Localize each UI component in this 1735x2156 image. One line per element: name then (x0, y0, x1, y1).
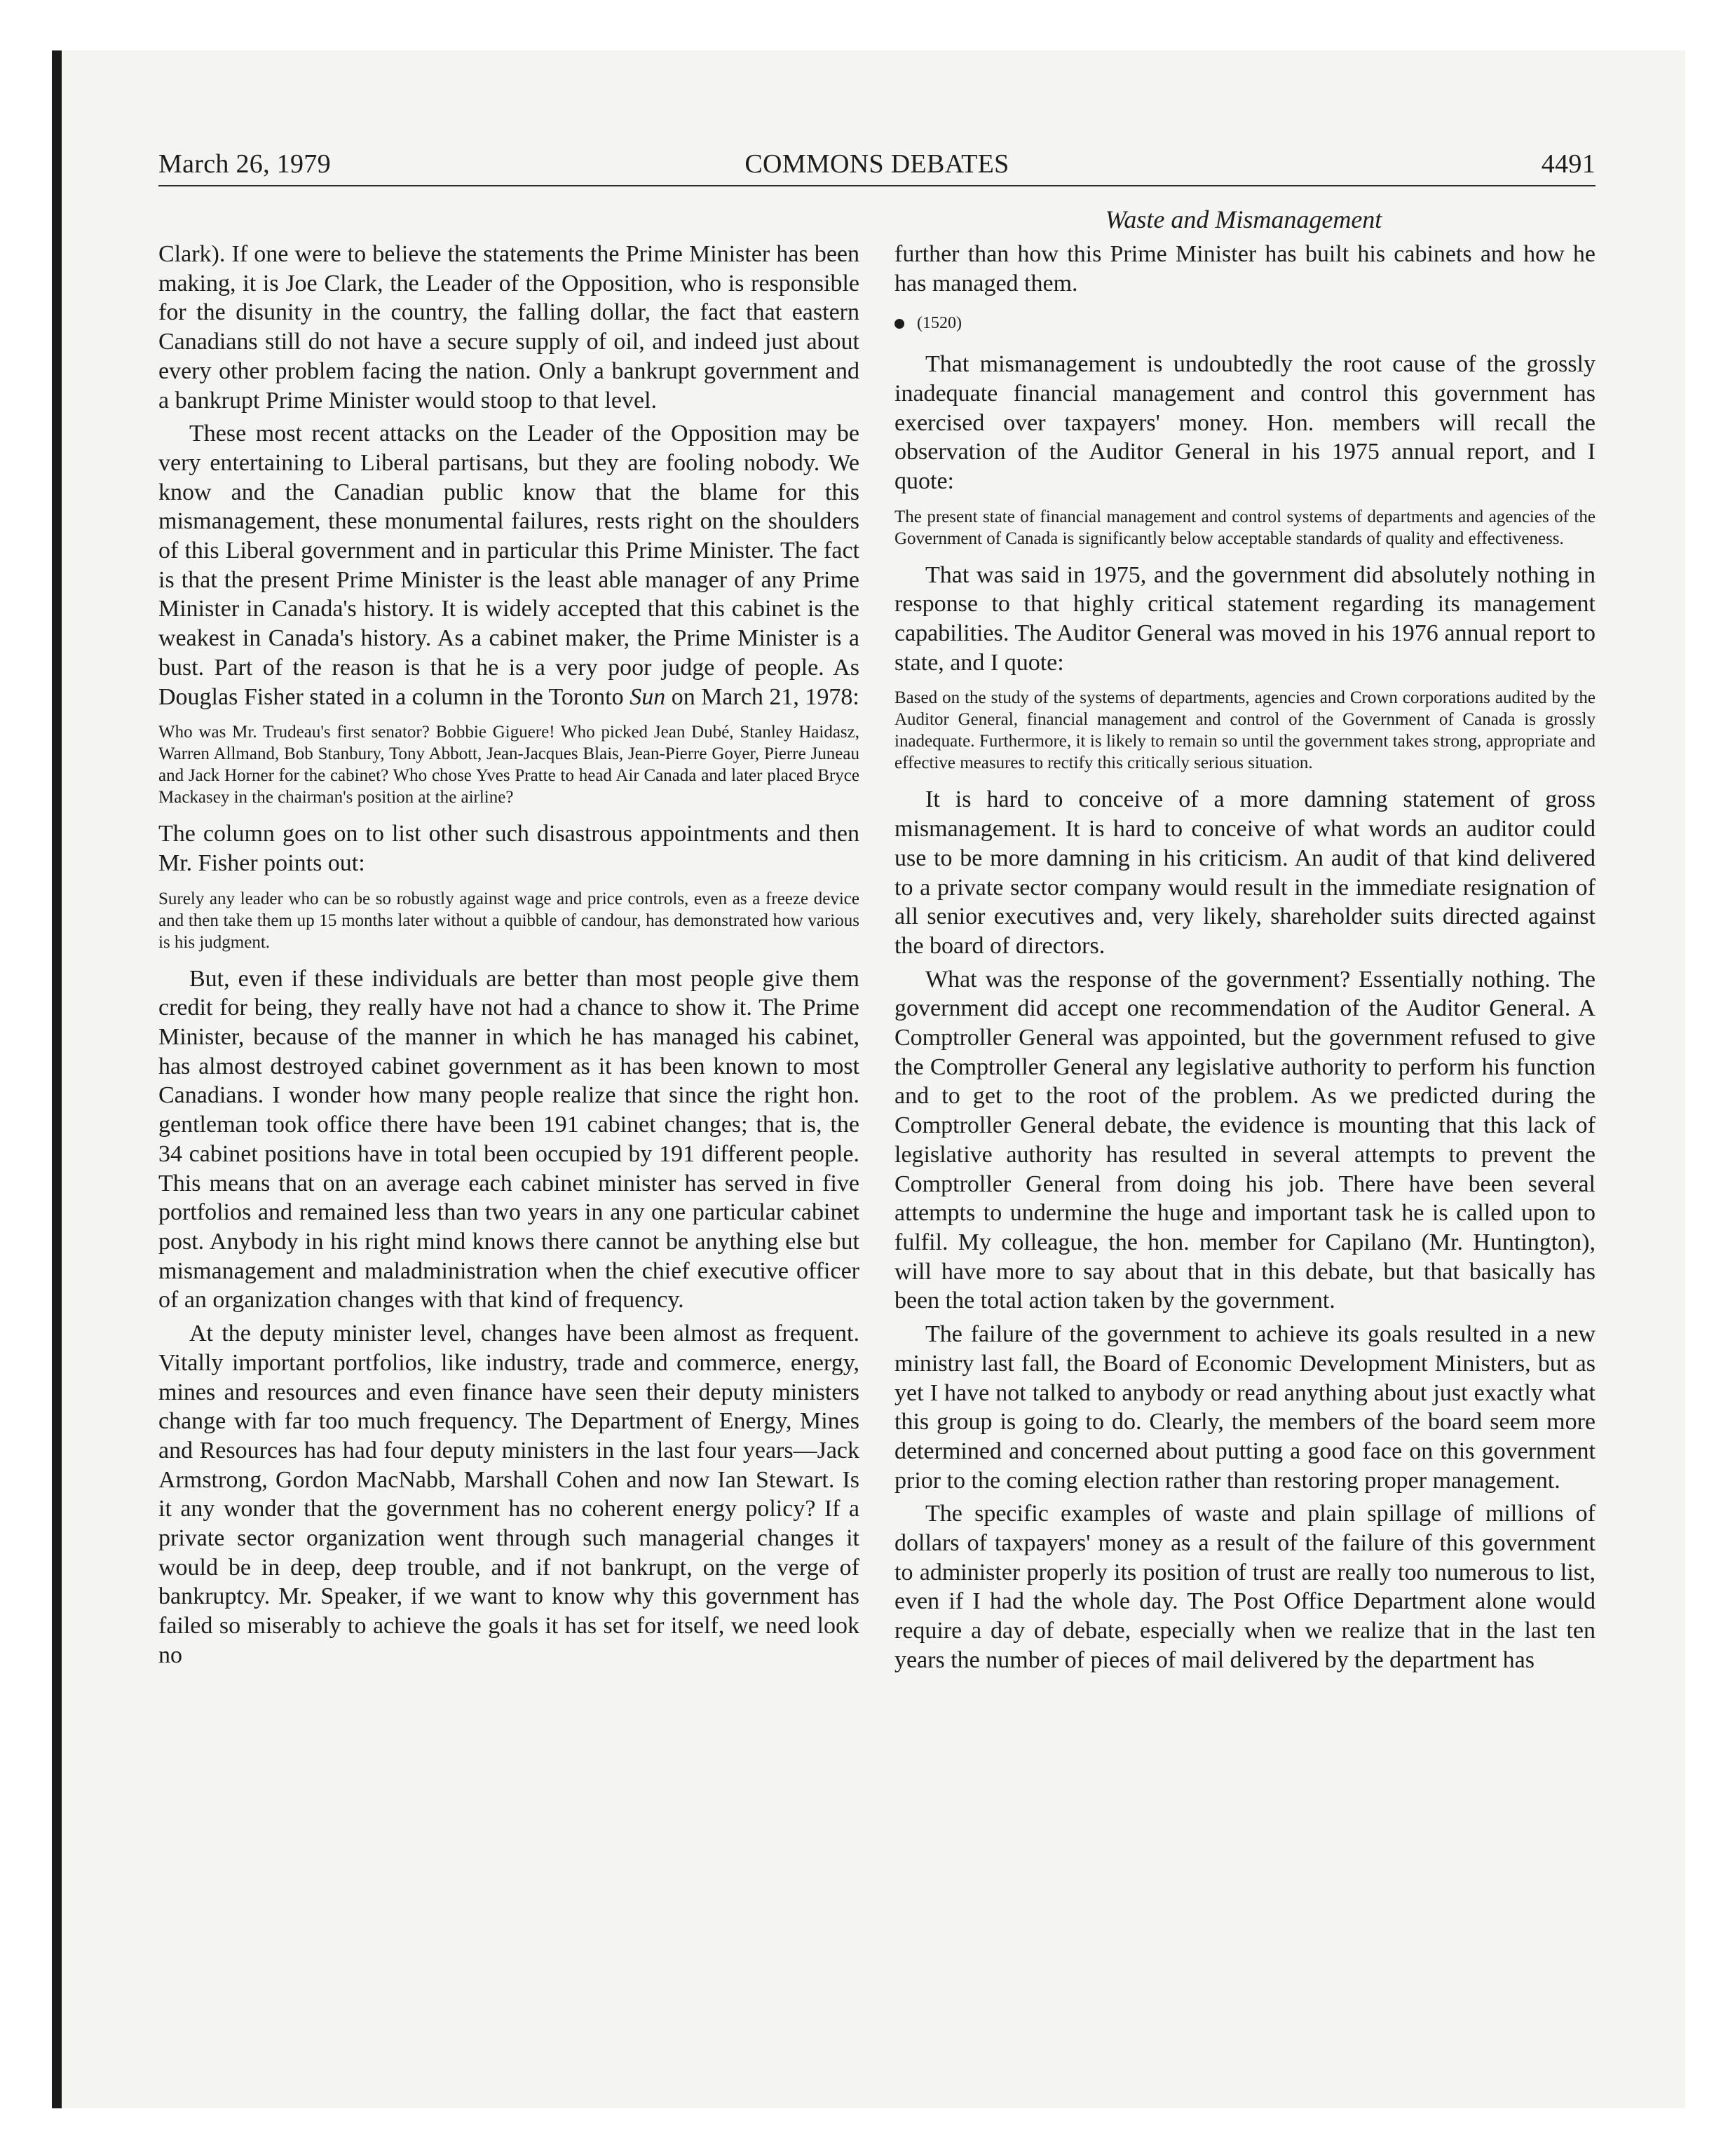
block-quote: Surely any leader who can be so robustly against wage and price controls, even as a freeze device and then take them up 15 months later without a quibble of candour, has demonstrated how various is his judgment. (158, 889, 859, 952)
page-header (158, 149, 1595, 188)
paragraph: But, even if these individuals are better than most people give them credit for being, they really have not had a chance to show it. The Prime Minister, because of the manner in which he has managed his cabinet, has almost destroyed cabinet government as it has been known to most Canadians. I wonder how many people realize that since the right hon. gentleman took office there have been 191 cabinet changes; that is, the 34 cabinet positions have in total been occupied by 191 different people. This means that on an average each cabinet minister has served in five portfolios and remained less than two years in any one particular cabinet post. Anybody in his right mind knows there cannot be anything else but mismanagement and maladministration when the chief executive officer of an organization changes with that kind of frequency. (158, 965, 859, 1314)
paragraph: The failure of the government to achieve its goals resulted in a new ministry last fall, the Board of Economic Development Ministers, but as yet I have not talked to anybody or read anything about just exactly what this group is going to do. Clearly, the members of the board seem more determined and concerned about putting a good face on this government prior to the coming election rather than restoring proper management. (894, 1321, 1595, 1494)
left-column (158, 240, 859, 1670)
time-stamp-text: (1520) (917, 314, 962, 333)
paragraph-text: on March 21, 1978: (671, 683, 859, 710)
time-stamp (894, 309, 1595, 339)
paragraph: That was said in 1975, and the government did absolutely nothing in response to that highly critical statement regarding its management capabilities. The Auditor General was moved in his 1976 annual report to state, and I quote: (894, 561, 1595, 676)
block-quote: Who was Mr. Trudeau's first senator? Bobbie Giguere! Who picked Jean Dubé, Stanley Haidasz, Warren Allmand, Bob Stanbury, Tony Abbott, Jean-Jacques Blais, Jean-Pierre Goyer, Pierre Juneau and Jack Horner for the cabinet? Who chose Yves Pratte to head Air Canada and later placed Bryce Mackasey in the chairman's position at the airline? (158, 723, 859, 807)
bullet-icon (894, 319, 904, 329)
header-page-number: 4491 (1541, 149, 1595, 179)
paragraph: further than how this Prime Minister has built his cabinets and how he has managed them. (894, 241, 1595, 296)
newspaper-name: Sun (630, 683, 666, 710)
right-column (894, 240, 1595, 1675)
paragraph: What was the response of the government? Essentially nothing. The government did accept one recommendation of the Auditor General. A Comptroller General was appointed, but the government refused to give the Comptroller General any legislative authority to perform his function and to get to the root of the problem. As we predicted during the Comptroller General debate, the evidence is mounting that this lack of legislative authority has resulted in several attempts to prevent the Comptroller General from doing his job. There have been several attempts to undermine the huge and important task he is called upon to fulfil. My colleague, the hon. member for Capilano (Mr. Huntington), will have more to say about that in this debate, but that basically has been the total action taken by the government. (894, 966, 1595, 1314)
paragraph-text: These most recent attacks on the Leader of the Opposition may be very entertaining to Liberal partisans, but they are fooling nobody. We know and the Canadian public know that the blame for this mismanagement, these monumental failures, rests right on the shoulders of this Liberal government and in particular this Prime Minister. The fact is that the present Prime Minister is the least able manager of any Prime Minister in Canada's history. It is widely accepted that this cabinet is the weakest in Canada's history. As a cabinet maker, the Prime Minister is a bust. Part of the reason is that he is a very poor judge of people. As Douglas Fisher stated in a column in the Toronto (158, 421, 859, 710)
paragraph: At the deputy minister level, changes have been almost as frequent. Vitally important portfolios, like industry, trade and commerce, energy, mines and resources and even finance have seen their deputy ministers change with far too much frequency. The Department of Energy, Mines and Resources has had four deputy ministers in the last four years—Jack Armstrong, Gordon MacNabb, Marshall Cohen and now Ian Stewart. Is it any wonder that the government has no coherent energy policy? If a private sector organization went through such managerial changes it would be in deep, deep trouble, and if not bankrupt, on the verge of bankruptcy. Mr. Speaker, if we want to know why this government has failed so miserably to achieve the goals it has set for itself, we need look no (158, 1321, 859, 1668)
header-title: COMMONS DEBATES (744, 149, 1009, 179)
header-rule (158, 185, 1595, 186)
paragraph: It is hard to conceive of a more damning statement of gross mismanagement. It is hard to conceive of what words an auditor could use to be more damning in his criticism. An audit of that kind delivered to a private sector company would result in the immediate resignation of all senior executives and, very likely, shareholder suits directed against the board of directors. (894, 786, 1595, 959)
paragraph: The column goes on to list other such disastrous appointments and then Mr. Fisher points out: (158, 821, 859, 876)
block-quote: Based on the study of the systems of departments, agencies and Crown corporations audited by the Auditor General, financial management and control of the Government of Canada is grossly inadequate. Furthermore, it is likely to remain so until the government takes strong, appropriate and effective measures to rectify this critically serious situation. (894, 688, 1595, 773)
running-head: Waste and Mismanagement (1105, 205, 1382, 233)
paragraph: That mismanagement is undoubtedly the root cause of the grossly inadequate financial management and control this government has exercised over taxpayers' money. Hon. members will recall the observation of the Auditor General in his 1975 annual report, and I quote: (894, 351, 1595, 494)
header-date: March 26, 1979 (158, 149, 331, 179)
block-quote: The present state of financial management and control systems of departments and agencies of the Government of Canada is significantly below acceptable standards of quality and effectiveness. (894, 507, 1595, 548)
paragraph: Clark). If one were to believe the statements the Prime Minister has been making, it is Joe Clark, the Leader of the Opposition, who is responsible for the disunity in the country, the falling dollar, the fact that eastern Canadians still do not have a secure supply of oil, and indeed just about every other problem facing the nation. Only a bankrupt government and a bankrupt Prime Minister would stoop to that level. (158, 241, 859, 414)
paragraph (158, 419, 859, 711)
paragraph: The specific examples of waste and plain spillage of millions of dollars of taxpayers' money as a result of the failure of this government to administer properly its position of trust are really too numerous to list, even if I had the whole day. The Post Office Department alone would require a day of debate, especially when we realize that in the last ten years the number of pieces of mail delivered by the department has (894, 1501, 1595, 1673)
